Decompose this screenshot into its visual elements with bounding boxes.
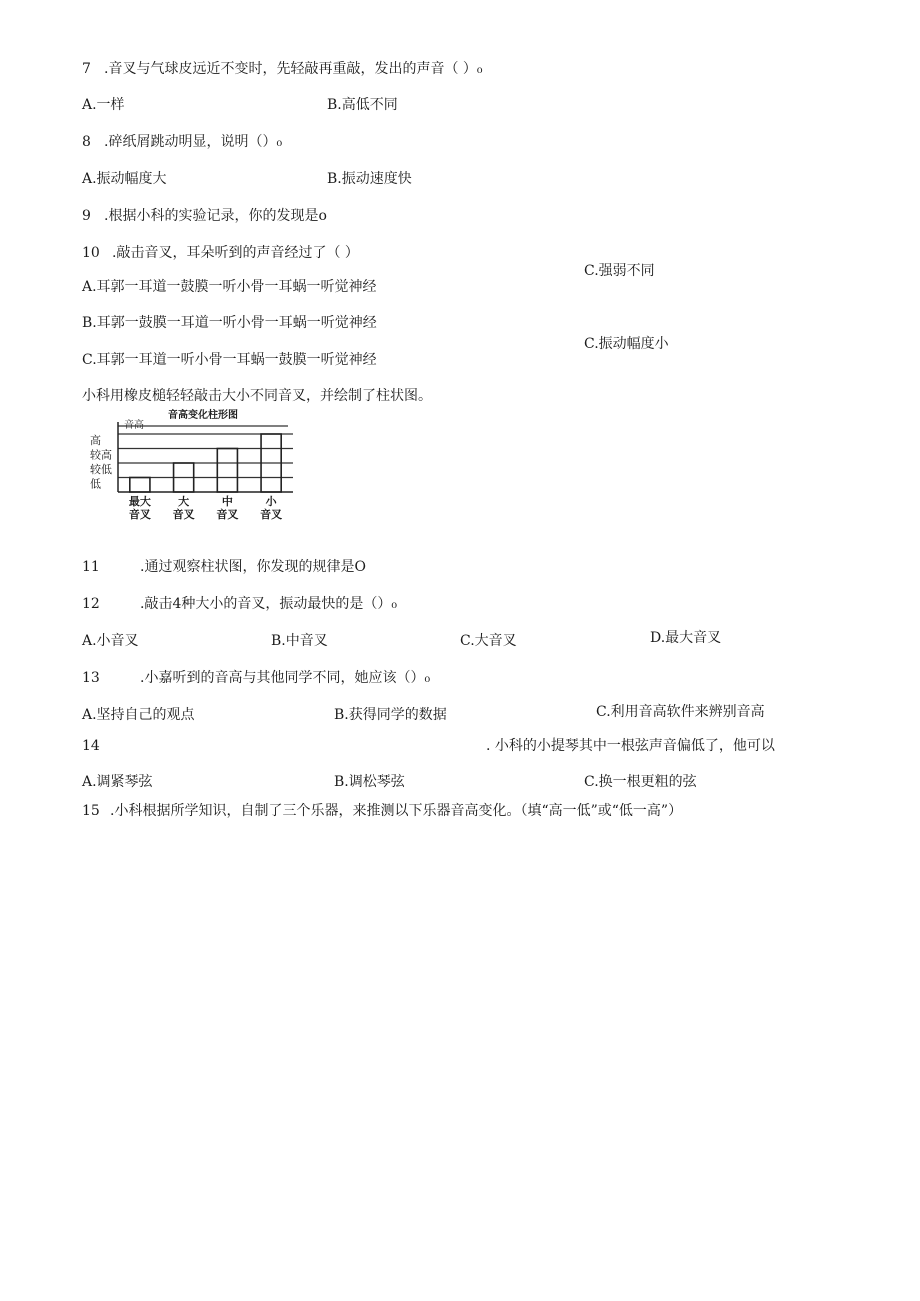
y-level-label: 低 bbox=[90, 477, 101, 491]
category-label-suffix: 音叉 bbox=[260, 508, 283, 521]
q12-option-b[interactable]: B.中音叉 bbox=[271, 633, 328, 649]
question-13 bbox=[82, 669, 430, 687]
question-text: .敲击音叉，耳朵听到的声音经过了（ ） bbox=[112, 245, 359, 261]
chart-title: 音高变化柱形图 bbox=[168, 410, 238, 421]
q12-option-a[interactable]: A.小音叉 bbox=[82, 633, 139, 649]
q10-option-a[interactable]: A.耳郭一耳道一鼓膜一听小骨一耳蜗一听觉神经 bbox=[82, 279, 377, 295]
category-label-suffix: 音叉 bbox=[172, 508, 195, 521]
question-number: 13 bbox=[82, 670, 100, 686]
y-level-label: 较低 bbox=[90, 463, 112, 476]
question-text: .碎纸屑跳动明显，说明（）₀ bbox=[104, 134, 283, 150]
category-label-suffix: 音叉 bbox=[128, 508, 151, 521]
question-text: .小科根据所学知识，自制了三个乐器，来推测以下乐器音高变化。（填“高一低”或“低一高”） bbox=[110, 803, 683, 819]
question-text: .通过观察柱状图，你发现的规律是O bbox=[140, 559, 366, 575]
q7-option-a[interactable]: A.一样 bbox=[82, 97, 125, 113]
chart-ylabel: 音高 bbox=[124, 420, 144, 431]
question-text: .敲击4种大小的音叉，振动最快的是（）₀ bbox=[140, 596, 397, 612]
question-number: 15 bbox=[82, 803, 100, 819]
question-number: 10 bbox=[82, 245, 100, 261]
q10-option-c[interactable]: C.耳郭一耳道一听小骨一耳蜗一鼓膜一听觉神经 bbox=[82, 352, 377, 368]
question-15 bbox=[82, 802, 682, 820]
category-label: 小 bbox=[265, 495, 277, 508]
question-number: 12 bbox=[82, 596, 100, 612]
category-label: 中 bbox=[221, 495, 233, 508]
question-number: 7 bbox=[82, 61, 91, 77]
question-number: 11 bbox=[82, 559, 100, 575]
q7-option-c[interactable]: C.强弱不同 bbox=[584, 263, 655, 279]
q14-option-b[interactable]: B.调松琴弦 bbox=[334, 774, 405, 790]
q8-option-b[interactable]: B.振动速度快 bbox=[327, 171, 412, 187]
q7-option-b[interactable]: B.高低不同 bbox=[327, 97, 398, 113]
q13-option-a[interactable]: A.坚持自己的观点 bbox=[82, 707, 195, 723]
question-14-number: 14 bbox=[82, 738, 100, 754]
q10-option-b[interactable]: B.耳郭一鼓膜一耳道一听小骨一耳蜗一听觉神经 bbox=[82, 315, 377, 331]
question-number: 9 bbox=[82, 208, 91, 224]
pitch-bar-chart bbox=[88, 404, 298, 544]
question-text: .小嘉听到的音高与其他同学不同，她应该（）₀ bbox=[140, 670, 431, 686]
question-14-text: . 小科的小提琴其中一根弦声音偏低了，他可以 bbox=[486, 738, 775, 754]
question-10 bbox=[82, 244, 359, 262]
q14-option-a[interactable]: A.调紧琴弦 bbox=[82, 774, 153, 790]
q13-option-c[interactable]: C.利用音高软件来辨别音高 bbox=[596, 704, 765, 720]
q8-option-c[interactable]: C.振动幅度小 bbox=[584, 336, 669, 352]
question-text: .根据小科的实验记录，你的发现是o bbox=[104, 208, 327, 224]
question-8 bbox=[82, 133, 282, 151]
q14-option-c[interactable]: C.换一根更粗的弦 bbox=[584, 774, 697, 790]
q12-option-c[interactable]: C.大音叉 bbox=[460, 633, 517, 649]
question-number: 8 bbox=[82, 134, 91, 150]
q8-option-a[interactable]: A.振动幅度大 bbox=[82, 171, 167, 187]
category-label: 大 bbox=[178, 495, 190, 508]
bar bbox=[217, 449, 237, 493]
q12-option-d[interactable]: D.最大音叉 bbox=[650, 630, 722, 646]
y-level-label: 较高 bbox=[90, 448, 112, 462]
question-text: .音叉与气球皮远近不变时，先轻敲再重敲，发出的声音（ ）₀ bbox=[104, 61, 483, 77]
question-11 bbox=[82, 558, 366, 576]
category-label-suffix: 音叉 bbox=[216, 508, 239, 521]
category-label: 最大 bbox=[128, 495, 151, 508]
bar bbox=[130, 478, 150, 493]
question-12 bbox=[82, 595, 397, 613]
question-7 bbox=[82, 60, 483, 78]
chart-intro: 小科用橡皮槌轻轻敲击大小不同音叉，并绘制了柱状图。 bbox=[82, 388, 432, 404]
y-level-label: 高 bbox=[90, 434, 101, 447]
question-9 bbox=[82, 207, 327, 225]
q13-option-b[interactable]: B.获得同学的数据 bbox=[334, 707, 447, 723]
